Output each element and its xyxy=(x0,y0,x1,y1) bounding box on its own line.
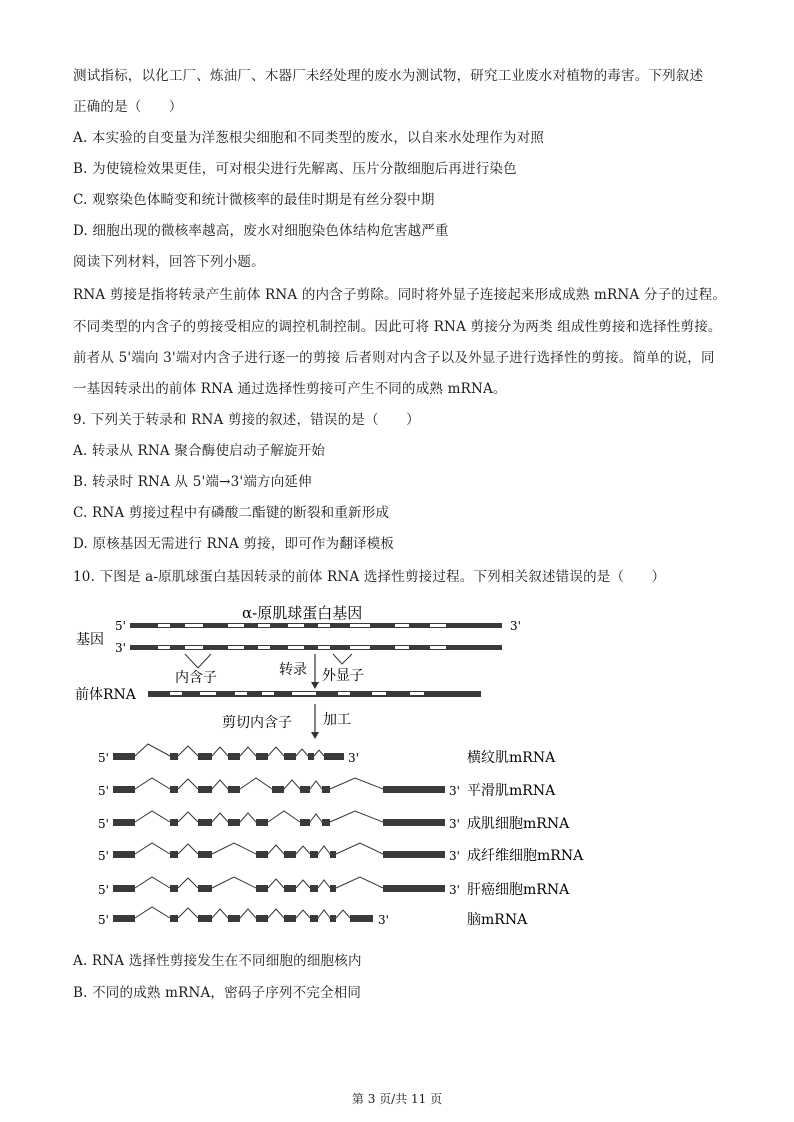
three-prime-label: 3' xyxy=(348,751,359,765)
mrna-label: 成纤维细胞mRNA xyxy=(467,848,584,864)
mrna-row xyxy=(98,778,556,799)
pre-rna-exon-marks xyxy=(170,692,424,695)
five-prime-label: 5' xyxy=(98,817,109,831)
gene-label: 基因 xyxy=(76,632,104,648)
arrow-head xyxy=(311,682,319,689)
three-prime-label: 3' xyxy=(449,784,460,798)
five-prime-label: 5' xyxy=(98,883,109,897)
option-d: D. 原核基因无需进行 RNA 剪接，即可作为翻译模板 xyxy=(73,536,395,552)
process-label: 加工 xyxy=(323,712,351,728)
option-b: B. 不同的成熟 mRNA，密码子序列不完全相同 xyxy=(73,985,362,1001)
five-prime-label: 5' xyxy=(98,751,109,765)
option-a: A. 本实验的自变量为洋葱根尖细胞和不同类型的废水，以自来水处理作为对照 xyxy=(73,130,545,146)
material-line: 前者从 5'端向 3'端对内含子进行逐一的剪接 后者则对内含子以及外显子进行选择性的剪接。简单的说，同 xyxy=(73,350,715,366)
three-prime-label: 3' xyxy=(449,849,460,863)
reading-instruction: 阅读下列材料，回答下列小题。 xyxy=(73,254,265,270)
mrna-label: 脑mRNA xyxy=(467,912,528,928)
option-b: B. 为使镜检效果更佳，可对根尖进行先解离、压片分散细胞后再进行染色 xyxy=(73,161,517,177)
exon-pointer xyxy=(333,654,352,664)
splicing-diagram xyxy=(0,596,794,936)
three-prime-label: 3' xyxy=(449,883,460,897)
transcription-label: 转录 xyxy=(279,662,307,678)
three-prime-label: 3' xyxy=(115,641,126,655)
material-line: 一基因转录出的前体 RNA 通过选择性剪接可产生不同的成熟 mRNA。 xyxy=(73,381,507,397)
intron-pointer xyxy=(185,654,211,668)
option-c: C. 观察染色体畸变和统计微核率的最佳时期是有丝分裂中期 xyxy=(73,192,435,208)
mrna-row xyxy=(98,843,584,864)
mrna-label: 横纹肌mRNA xyxy=(467,750,556,766)
option-a: A. RNA 选择性剪接发生在不同细胞的细胞核内 xyxy=(73,953,362,969)
mrna-row xyxy=(98,907,528,928)
three-prime-label: 3' xyxy=(510,619,521,633)
five-prime-label: 5' xyxy=(115,619,126,633)
text-line: 测试指标，以化工厂、炼油厂、木器厂未经处理的废水为测试物，研究工业废水对植物的毒害。下列叙述 xyxy=(73,68,704,84)
mrna-row xyxy=(98,877,570,898)
mrna-label: 成肌细胞mRNA xyxy=(467,816,570,832)
three-prime-label: 3' xyxy=(378,913,389,927)
question-9: 9. 下列关于转录和 RNA 剪接的叙述，错误的是（ ） xyxy=(73,412,420,428)
five-prime-label: 5' xyxy=(98,849,109,863)
material-line: 不同类型的内含子的剪接受相应的调控机制控制。因此可将 RNA 剪接分为两类 组成性剪接和选择性剪接。 xyxy=(73,319,722,335)
mrna-row xyxy=(98,811,570,832)
figure-title: α-原肌球蛋白基因 xyxy=(242,604,363,622)
three-prime-label: 3' xyxy=(449,817,460,831)
mrna-row xyxy=(98,744,556,766)
option-a: A. 转录从 RNA 聚合酶使启动子解旋开始 xyxy=(73,443,326,459)
exon-label: 外显子 xyxy=(322,668,364,684)
arrow-head xyxy=(311,732,319,739)
material-line: RNA 剪接是指将转录产生前体 RNA 的内含子剪除。同时将外显子连接起来形成成熟 mRNA 分子的过程。 xyxy=(73,287,727,303)
page-footer: 第 3 页/共 11 页 xyxy=(351,1092,443,1106)
text-line: 正确的是（ ） xyxy=(73,99,183,115)
intron-label: 内含子 xyxy=(175,670,217,686)
five-prime-label: 5' xyxy=(98,784,109,798)
mrna-label: 平滑肌mRNA xyxy=(467,783,556,799)
five-prime-label: 5' xyxy=(98,913,109,927)
question-10: 10. 下图是 a-原肌球蛋白基因转录的前体 RNA 选择性剪接过程。下列相关叙述错误的是（ ） xyxy=(73,569,666,585)
cut-intron-label: 剪切内含子 xyxy=(222,715,292,731)
mrna-label: 肝癌细胞mRNA xyxy=(467,882,570,898)
option-c: C. RNA 剪接过程中有磷酸二酯键的断裂和重新形成 xyxy=(73,505,390,521)
pre-rna-label: 前体RNA xyxy=(75,687,136,703)
option-b: B. 转录时 RNA 从 5'端→3'端方向延伸 xyxy=(73,474,312,490)
option-d: D. 细胞出现的微核率越高，废水对细胞染色体结构危害越严重 xyxy=(73,223,449,239)
